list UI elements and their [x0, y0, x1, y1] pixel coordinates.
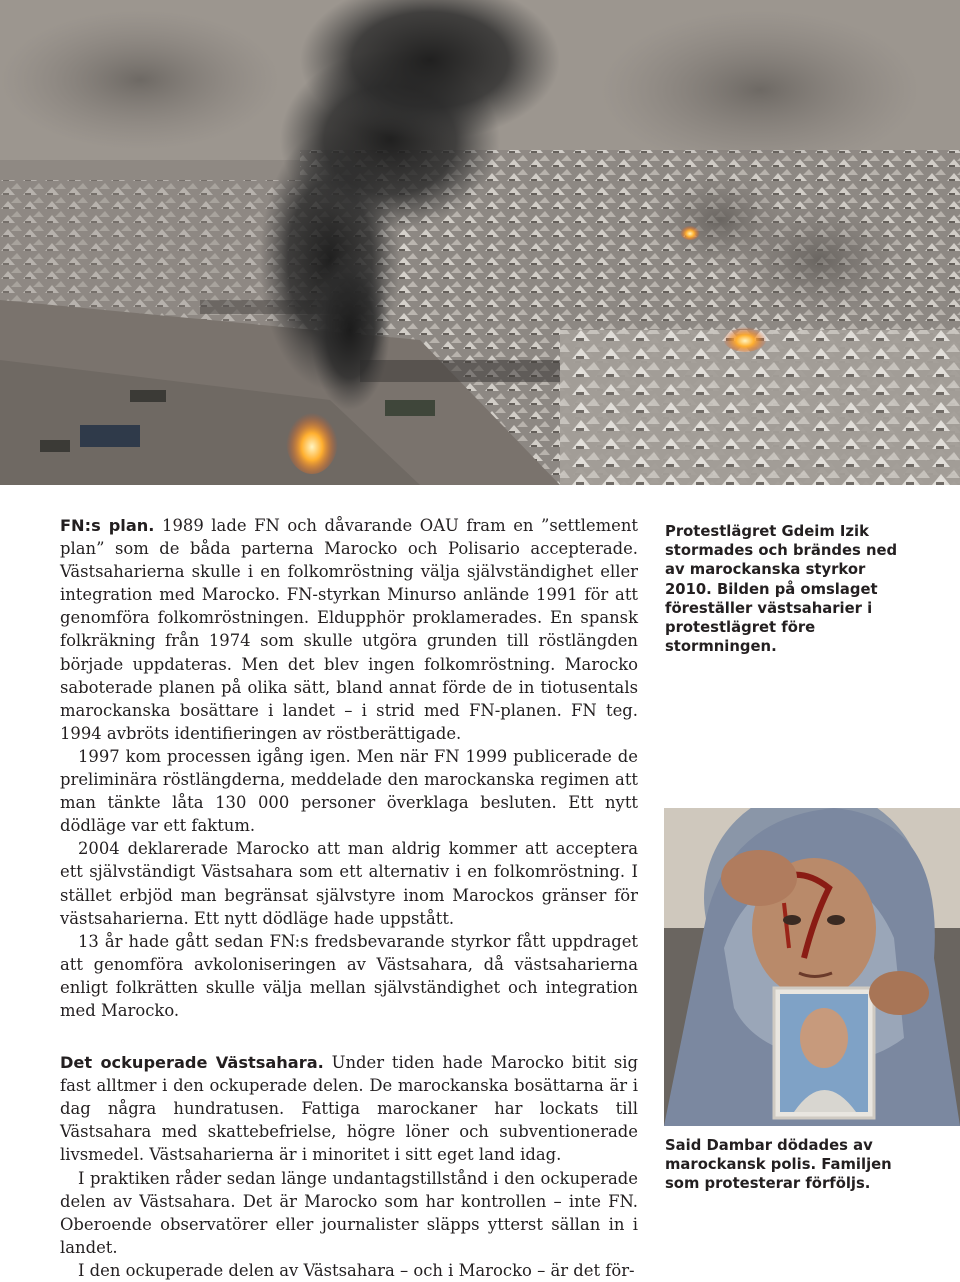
article-column: [60, 514, 638, 1282]
section1-heading: FN:s plan.: [60, 516, 155, 535]
section2-heading: Det ockuperade Västsahara.: [60, 1053, 324, 1073]
portrait-photo: [664, 808, 960, 1126]
section1-paragraph: 1997 kom processen igång igen. Men när FN 1999 publicerade de preliminära röstlängderna, meddelade den marockanska regimen att man tänkte låta 130 000 personer överklaga besluten. Ett nytt dödläge var ett faktum.: [60, 746, 638, 836]
section1-paragraph: [60, 514, 638, 745]
hero-photo: [0, 0, 960, 485]
section1-paragraph: 2004 deklarerade Marocko att man aldrig kommer att acceptera ett självständigt Västsahara som ett alternativ i en folkomröstning. I stället erbjöd man begränsat självstyre inom Marockos gränser för västsaharierna. Ett nytt dödläge hade uppstått.: [60, 839, 638, 928]
section1-text: 1989 lade FN och dåvarande OAU fram en ”settlement plan” som de båda parterna Marocko och Polisario accepterade. Västsaharierna skulle i en folkomröstning välja självständighet eller integration med Marocko. FN-styrkan Minurso anlände 1991 för att genomföra folkomröstningen. Eldupphör proklamerades. En spansk folkräkning från 1974 som skulle utgöra grunden till röstlängden började uppdateras. Men det blev ingen folkomröstning. Marocko saboterade planen på olika sätt, bland annat förde de in tiotusentals marockanska bosättare i landet – i strid med FN-planen. FN teg. 1994 avbröts identifieringen av röstberättigade.: [60, 516, 639, 743]
section2-paragraph: I praktiken råder sedan länge undantagstillstånd i den ockuperade delen av Västsahara. Det är Marocko som har kontrollen – inte FN. Oberoende observatörer eller journalister släpps ytterst sällan in i landet.: [60, 1168, 638, 1257]
hero-photo-illustration: [0, 0, 960, 485]
portrait-photo-illustration: [664, 808, 960, 1126]
section2-paragraph: [60, 1051, 638, 1166]
section2-paragraph: I den ockuperade delen av Västsahara – och i Marocko – är det för-: [78, 1260, 635, 1280]
hero-photo-caption: Protestlägret Gdeim Izik stormades och brändes ned av marockanska styrkor 2010. Bilden på omslaget föreställer västsaharier i protestlägret före stormningen.: [665, 523, 898, 656]
section1-paragraph: 13 år hade gått sedan FN:s fredsbevarande styrkor fått uppdraget att genomföra avkoloniseringen av Västsahara, då västsaharierna enligt folkrätten skulle välja mellan självständighet och integration med Marocko.: [60, 931, 638, 1020]
portrait-photo-caption: Said Dambar dödades av marockansk polis. Familjen som protesterar förföljs.: [665, 1137, 892, 1193]
section2-text: Under tiden hade Marocko bitit sig fast alltmer i den ockuperade delen. De marockanska bosättarna är i dag några hundratusen. Fattiga marockaner har lockats till Västsahara med skattebefrielse, högre löner och subventionerade livsmedel. Västsaharierna är i minoritet i sitt eget land idag.: [60, 1053, 638, 1165]
